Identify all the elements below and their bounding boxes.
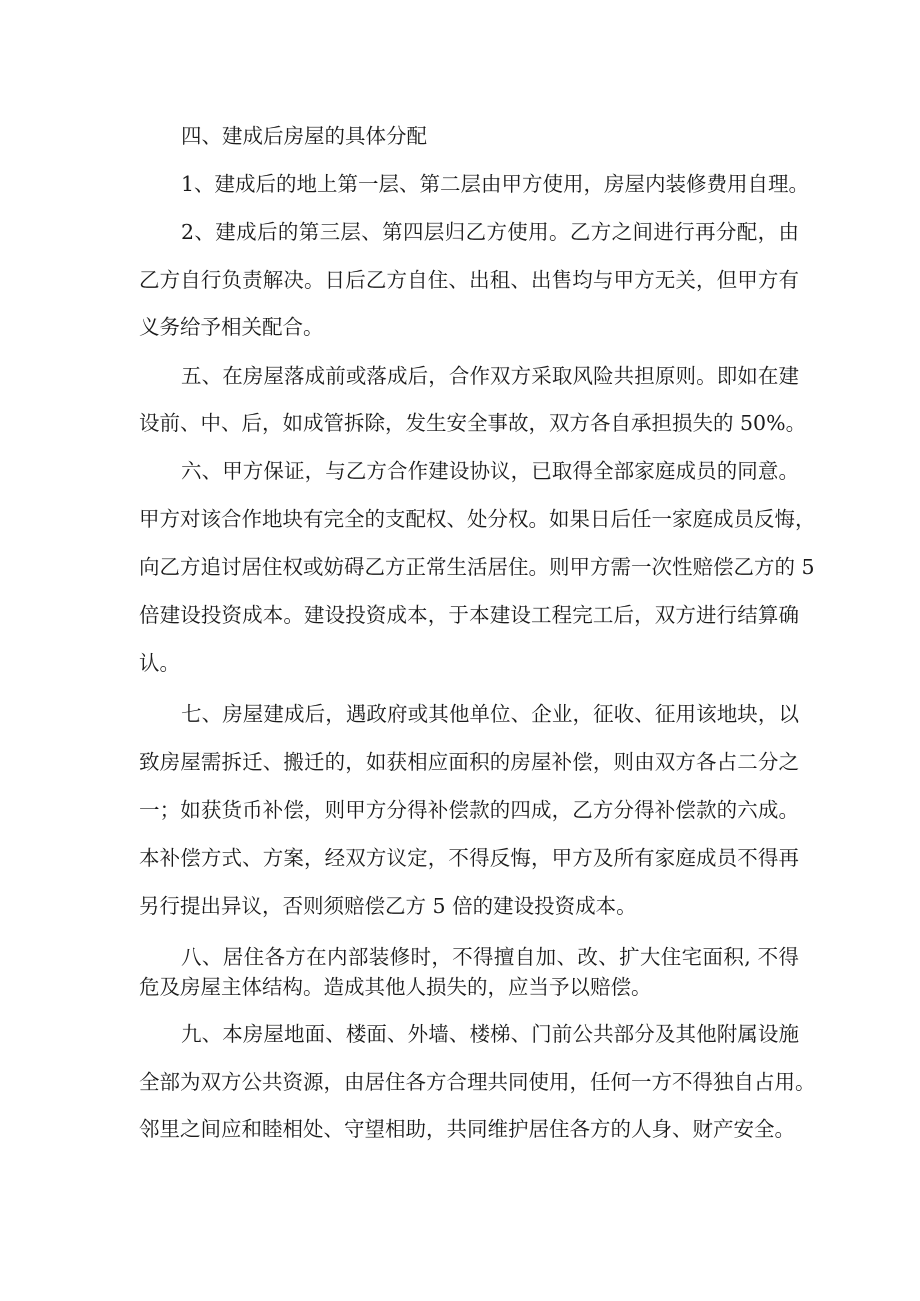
section-5-line-1: 五、在房屋落成前或落成后，合作双方采取风险共担原则。即如在建	[181, 364, 799, 388]
item-2-line-2: 乙方自行负责解决。日后乙方自住、出租、出售均与甲方无关，但甲方有	[139, 268, 799, 292]
section-9-line-2: 全部为双方公共资源，由居住各方合理共同使用，任何一方不得独自占用。	[139, 1070, 816, 1094]
section-7-line-4: 本补偿方式、方案，经双方议定，不得反悔，甲方及所有家庭成员不得再	[139, 846, 799, 870]
section-7-line-2: 致房屋需拆迁、搬迁的，如获相应面积的房屋补偿，则由双方各占二分之	[139, 750, 799, 774]
item-2-line-3: 义务给予相关配合。	[139, 315, 324, 339]
section-5-line-2: 设前、中、后，如成管拆除，发生安全事故，双方各自承担损失的 50%。	[139, 411, 807, 435]
section-6-line-2: 甲方对该合作地块有完全的支配权、处分权。如果日后任一家庭成员反悔，	[139, 507, 816, 531]
section-6-line-1: 六、甲方保证，与乙方合作建设协议，已取得全部家庭成员的同意。	[181, 459, 799, 483]
section-8-line-1: 八、居住各方在内部装修时，不得擅自加、改、扩大住宅面积, 不得	[181, 945, 799, 969]
item-2-line-1: 2、建成后的第三层、第四层归乙方使用。乙方之间进行再分配，由	[181, 220, 799, 244]
section-6-line-5: 认。	[139, 651, 180, 675]
item-1-line-1: 1、建成后的地上第一层、第二层由甲方使用，房屋内装修费用自理。	[181, 172, 810, 196]
section-7-line-3: 一；如获货币补偿，则甲方分得补偿款的四成，乙方分得补偿款的六成。	[139, 798, 799, 822]
section-7-line-1: 七、房屋建成后，遇政府或其他单位、企业，征收、征用该地块，以	[181, 702, 799, 726]
section-6-line-4: 倍建设投资成本。建设投资成本，于本建设工程完工后，双方进行结算确	[139, 603, 799, 627]
section-8-line-2: 危及房屋主体结构。造成其他人损失的，应当予以赔偿。	[139, 975, 652, 999]
section-9-line-1: 九、本房屋地面、楼面、外墙、楼梯、门前公共部分及其他附属设施	[181, 1022, 799, 1046]
section-9-line-3: 邻里之间应和睦相处、守望相助，共同维护居住各方的人身、财产安全。	[139, 1117, 795, 1141]
section-6-line-3: 向乙方追讨居住权或妨碍乙方正常生活居住。则甲方需一次性赔偿乙方的 5	[139, 555, 815, 579]
section-heading: 四、建成后房屋的具体分配	[181, 124, 427, 148]
section-7-line-5: 另行提出异议，否则须赔偿乙方 5 倍的建设投资成本。	[139, 894, 637, 918]
